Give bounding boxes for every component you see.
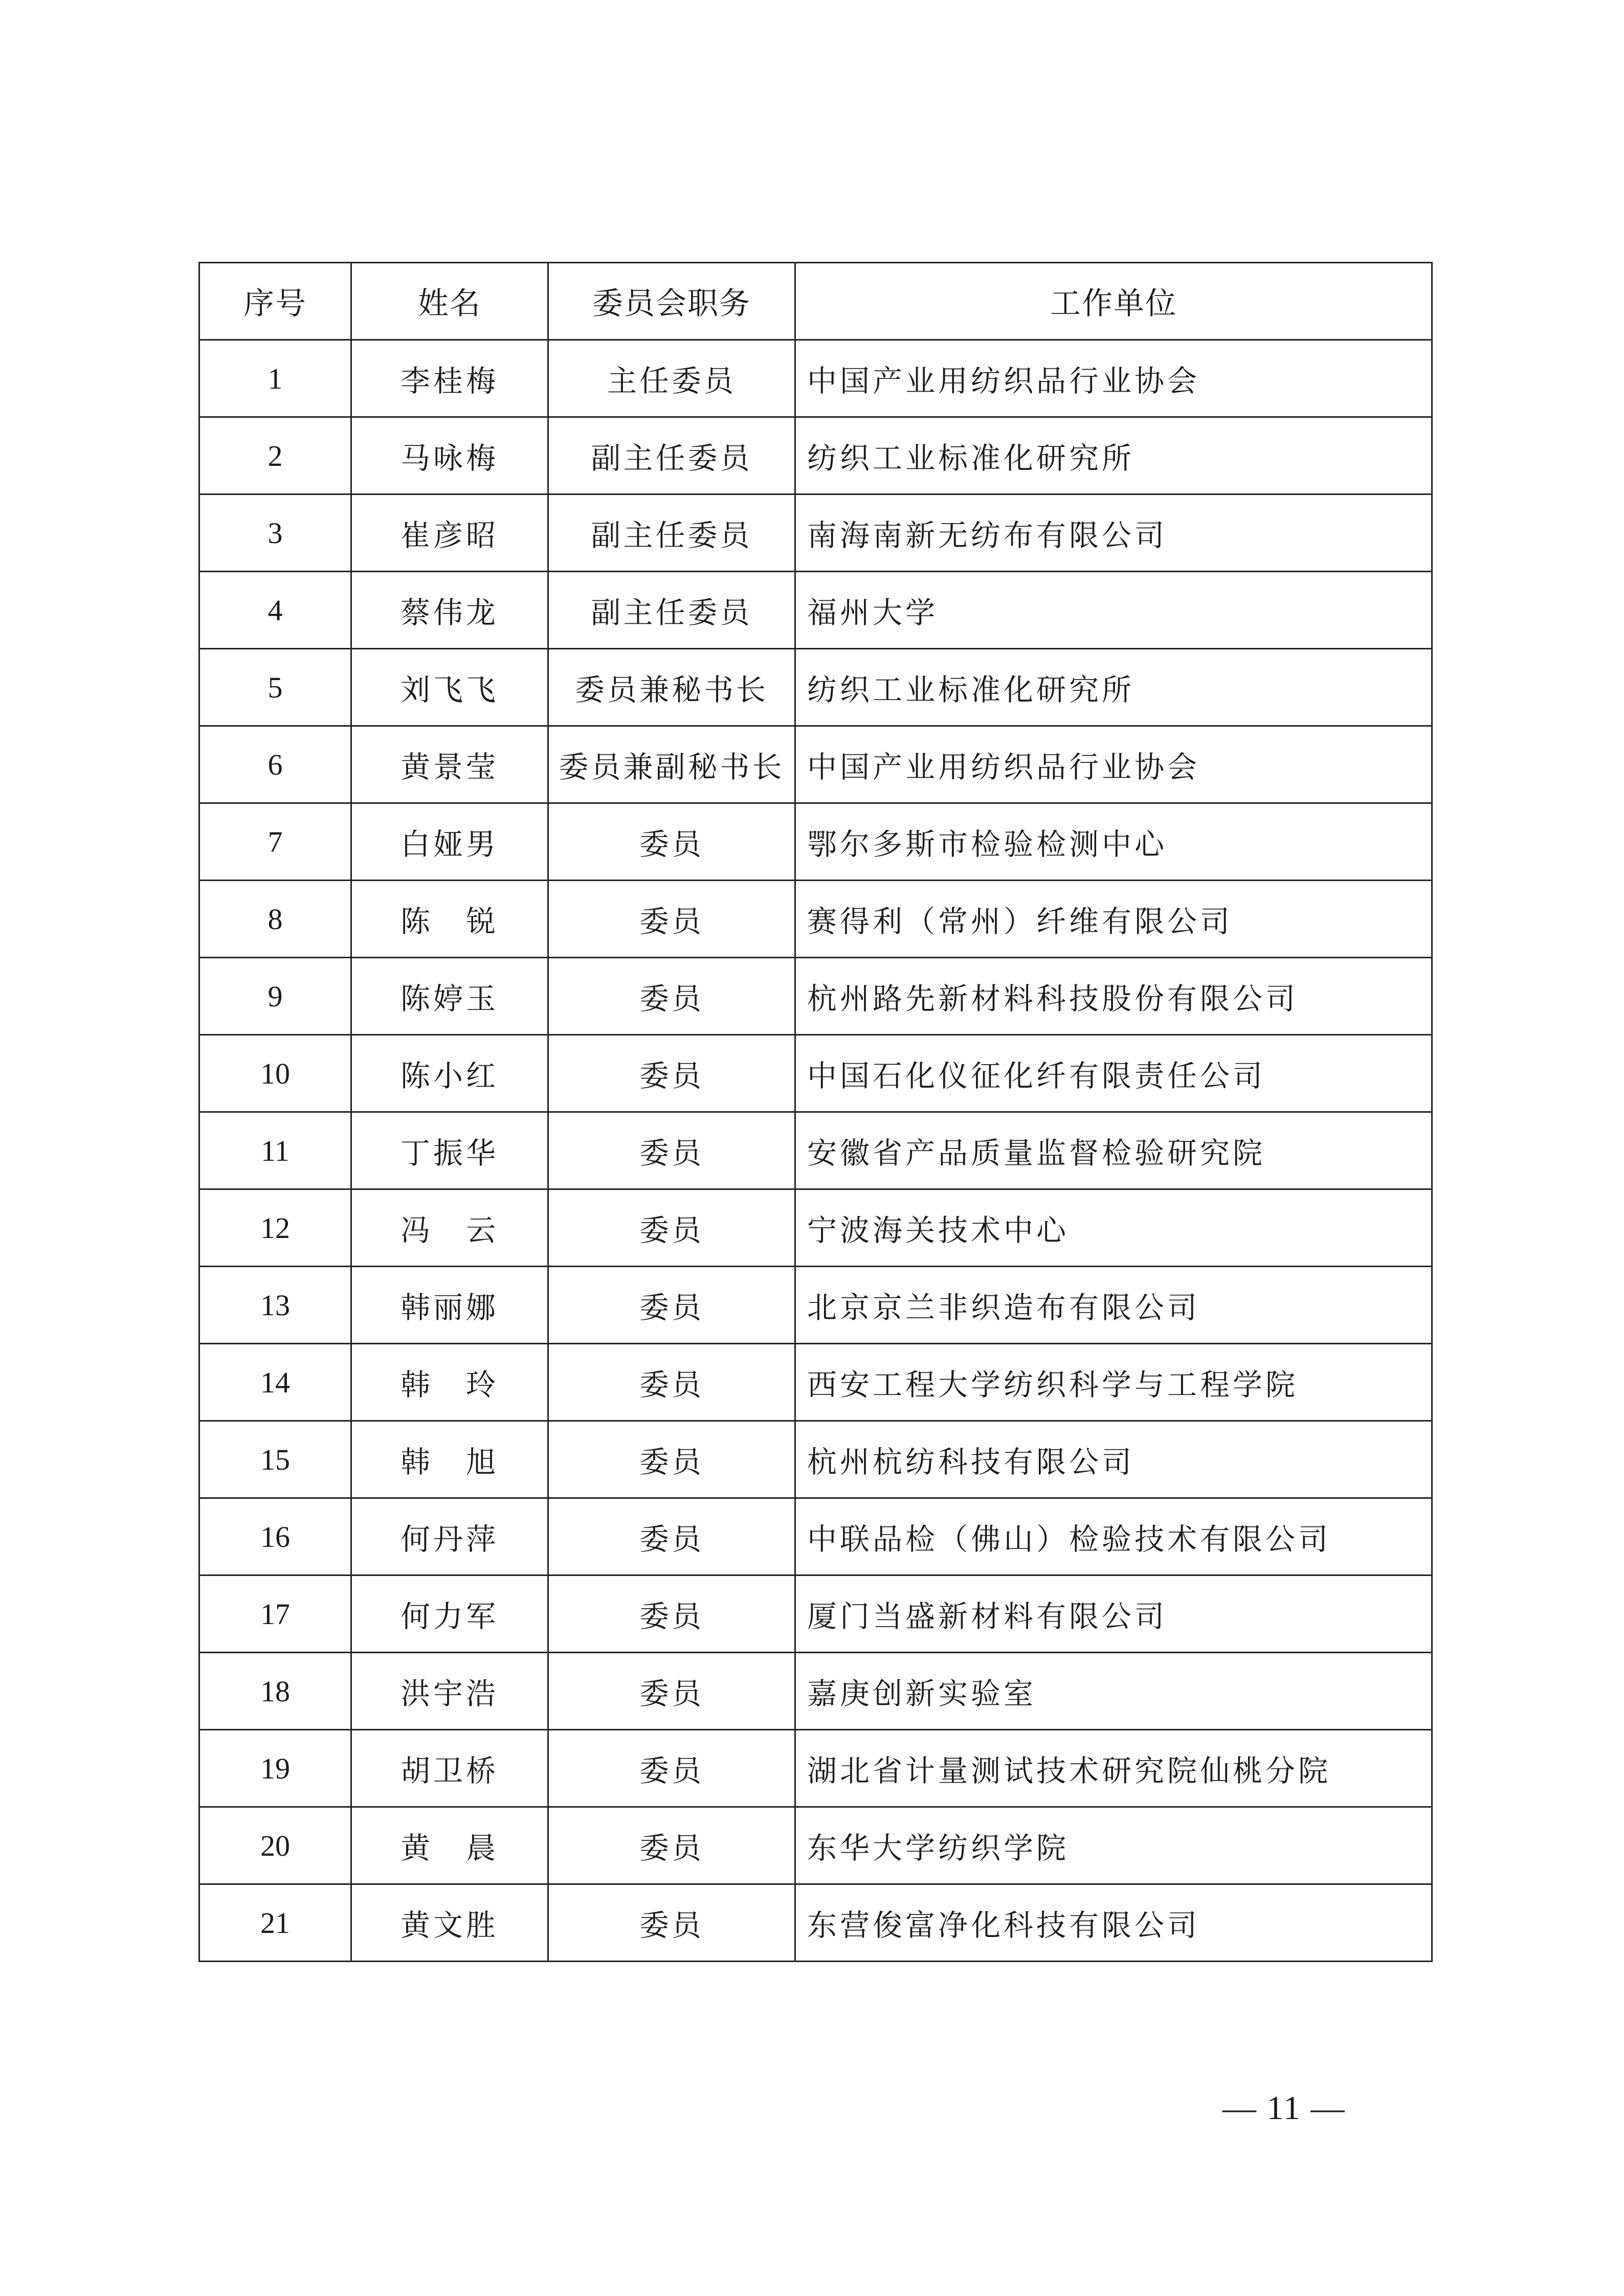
cell-committee-position: 委员 <box>548 958 795 1035</box>
cell-committee-position: 委员 <box>548 1575 795 1653</box>
cell-serial-number: 14 <box>199 1344 351 1421</box>
table-row <box>199 494 1432 572</box>
table-row <box>199 1575 1432 1653</box>
table-header-row <box>199 263 1432 340</box>
cell-serial-number: 6 <box>199 726 351 803</box>
cell-committee-position: 副主任委员 <box>548 417 795 494</box>
header-work-unit: 工作单位 <box>795 263 1432 340</box>
cell-committee-position: 副主任委员 <box>548 494 795 572</box>
cell-serial-number: 17 <box>199 1575 351 1653</box>
table-body <box>199 340 1432 1962</box>
page-number: — 11 — <box>1222 2089 1346 2127</box>
cell-work-unit: 赛得利（常州）纤维有限公司 <box>795 881 1432 958</box>
cell-serial-number: 1 <box>199 340 351 417</box>
cell-work-unit: 东营俊富净化科技有限公司 <box>795 1884 1432 1962</box>
cell-committee-position: 委员 <box>548 1189 795 1267</box>
table-row <box>199 572 1432 649</box>
cell-serial-number: 11 <box>199 1112 351 1189</box>
cell-member-name: 韩 旭 <box>351 1421 548 1498</box>
header-committee-position: 委员会职务 <box>548 263 795 340</box>
cell-serial-number: 8 <box>199 881 351 958</box>
cell-serial-number: 2 <box>199 417 351 494</box>
cell-committee-position: 主任委员 <box>548 340 795 417</box>
cell-member-name: 韩丽娜 <box>351 1267 548 1344</box>
table-row <box>199 1344 1432 1421</box>
cell-committee-position: 委员 <box>548 1344 795 1421</box>
cell-serial-number: 18 <box>199 1653 351 1730</box>
cell-committee-position: 委员 <box>548 1421 795 1498</box>
cell-work-unit: 中国产业用纺织品行业协会 <box>795 340 1432 417</box>
cell-work-unit: 宁波海关技术中心 <box>795 1189 1432 1267</box>
cell-work-unit: 鄂尔多斯市检验检测中心 <box>795 803 1432 881</box>
cell-member-name: 黄 晨 <box>351 1807 548 1884</box>
cell-work-unit: 东华大学纺织学院 <box>795 1807 1432 1884</box>
cell-work-unit: 中联品检（佛山）检验技术有限公司 <box>795 1498 1432 1575</box>
cell-work-unit: 厦门当盛新材料有限公司 <box>795 1575 1432 1653</box>
cell-member-name: 马咏梅 <box>351 417 548 494</box>
table-row <box>199 881 1432 958</box>
cell-work-unit: 纺织工业标准化研究所 <box>795 417 1432 494</box>
cell-work-unit: 中国产业用纺织品行业协会 <box>795 726 1432 803</box>
cell-committee-position: 委员 <box>548 881 795 958</box>
table-row <box>199 803 1432 881</box>
cell-committee-position: 委员 <box>548 1112 795 1189</box>
cell-member-name: 何丹萍 <box>351 1498 548 1575</box>
cell-committee-position: 委员 <box>548 1035 795 1112</box>
cell-committee-position: 委员 <box>548 1807 795 1884</box>
cell-member-name: 黄景莹 <box>351 726 548 803</box>
cell-member-name: 白娅男 <box>351 803 548 881</box>
cell-serial-number: 15 <box>199 1421 351 1498</box>
committee-members-table <box>198 262 1433 1962</box>
cell-committee-position: 委员 <box>548 1653 795 1730</box>
cell-member-name: 崔彦昭 <box>351 494 548 572</box>
cell-work-unit: 北京京兰非织造布有限公司 <box>795 1267 1432 1344</box>
cell-serial-number: 4 <box>199 572 351 649</box>
cell-member-name: 蔡伟龙 <box>351 572 548 649</box>
cell-serial-number: 7 <box>199 803 351 881</box>
cell-member-name: 陈 锐 <box>351 881 548 958</box>
table-row <box>199 1267 1432 1344</box>
cell-work-unit: 西安工程大学纺织科学与工程学院 <box>795 1344 1432 1421</box>
cell-member-name: 刘飞飞 <box>351 649 548 726</box>
cell-serial-number: 5 <box>199 649 351 726</box>
cell-committee-position: 委员 <box>548 803 795 881</box>
cell-member-name: 韩 玲 <box>351 1344 548 1421</box>
table-row <box>199 1884 1432 1962</box>
cell-serial-number: 21 <box>199 1884 351 1962</box>
header-serial-number: 序号 <box>199 263 351 340</box>
cell-serial-number: 16 <box>199 1498 351 1575</box>
cell-work-unit: 纺织工业标准化研究所 <box>795 649 1432 726</box>
table-row <box>199 1035 1432 1112</box>
header-name: 姓名 <box>351 263 548 340</box>
cell-serial-number: 3 <box>199 494 351 572</box>
table-row <box>199 340 1432 417</box>
cell-member-name: 黄文胜 <box>351 1884 548 1962</box>
cell-work-unit: 杭州杭纺科技有限公司 <box>795 1421 1432 1498</box>
cell-committee-position: 副主任委员 <box>548 572 795 649</box>
cell-member-name: 胡卫桥 <box>351 1730 548 1807</box>
cell-work-unit: 杭州路先新材料科技股份有限公司 <box>795 958 1432 1035</box>
cell-serial-number: 9 <box>199 958 351 1035</box>
cell-serial-number: 20 <box>199 1807 351 1884</box>
cell-committee-position: 委员 <box>548 1730 795 1807</box>
cell-member-name: 冯 云 <box>351 1189 548 1267</box>
cell-serial-number: 12 <box>199 1189 351 1267</box>
table-row <box>199 649 1432 726</box>
cell-committee-position: 委员 <box>548 1498 795 1575</box>
cell-committee-position: 委员 <box>548 1267 795 1344</box>
cell-member-name: 陈婷玉 <box>351 958 548 1035</box>
table-row <box>199 958 1432 1035</box>
table-row <box>199 1730 1432 1807</box>
cell-member-name: 洪宇浩 <box>351 1653 548 1730</box>
cell-committee-position: 委员兼秘书长 <box>548 649 795 726</box>
cell-serial-number: 19 <box>199 1730 351 1807</box>
table-row <box>199 417 1432 494</box>
cell-committee-position: 委员 <box>548 1884 795 1962</box>
cell-member-name: 丁振华 <box>351 1112 548 1189</box>
cell-work-unit: 南海南新无纺布有限公司 <box>795 494 1432 572</box>
cell-committee-position: 委员兼副秘书长 <box>548 726 795 803</box>
table-row <box>199 1653 1432 1730</box>
table-row <box>199 1421 1432 1498</box>
cell-work-unit: 福州大学 <box>795 572 1432 649</box>
table-row <box>199 1498 1432 1575</box>
cell-serial-number: 10 <box>199 1035 351 1112</box>
cell-member-name: 陈小红 <box>351 1035 548 1112</box>
cell-serial-number: 13 <box>199 1267 351 1344</box>
cell-work-unit: 湖北省计量测试技术研究院仙桃分院 <box>795 1730 1432 1807</box>
cell-work-unit: 安徽省产品质量监督检验研究院 <box>795 1112 1432 1189</box>
table-row <box>199 1189 1432 1267</box>
cell-member-name: 何力军 <box>351 1575 548 1653</box>
cell-work-unit: 中国石化仪征化纤有限责任公司 <box>795 1035 1432 1112</box>
cell-work-unit: 嘉庚创新实验室 <box>795 1653 1432 1730</box>
table-row <box>199 726 1432 803</box>
cell-member-name: 李桂梅 <box>351 340 548 417</box>
table-row <box>199 1112 1432 1189</box>
table-row <box>199 1807 1432 1884</box>
